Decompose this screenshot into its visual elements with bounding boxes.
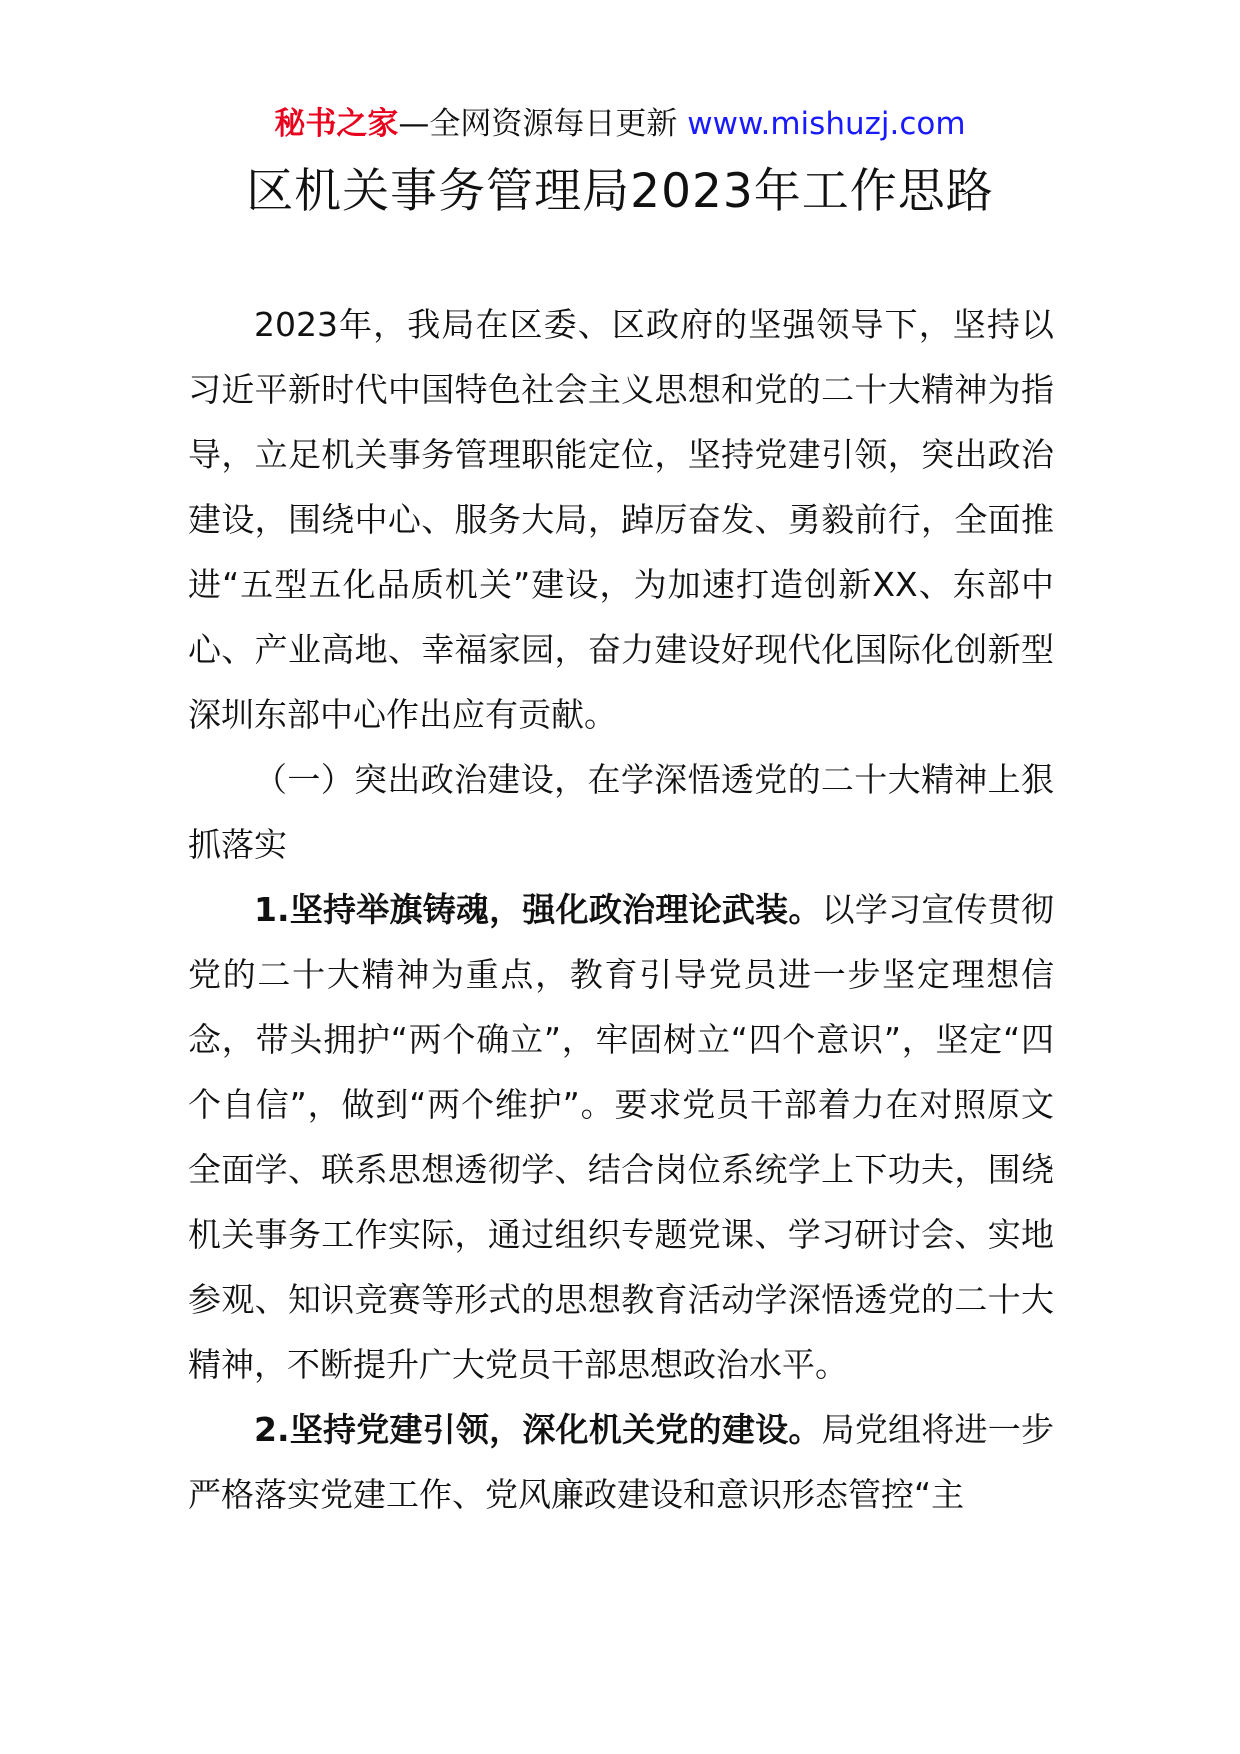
item-1-lead: 1.坚持举旗铸魂，强化政治理论武装。	[254, 890, 822, 929]
watermark-slogan: —全网资源每日更新	[398, 106, 678, 142]
document-title: 区机关事务管理局2023年工作思路	[246, 164, 994, 219]
item-1-body: 以学习宣传贯彻党的二十大精神为重点，教育引导党员进一步坚定理想信念，带头拥护“两个确立”，牢固树立“四个意识”，坚定“四个自信”，做到“两个维护”。要求党员干部着力在对照原文全面学、联系思想透彻学、结合岗位系统学上下功夫，围绕机关事务工作实际，通过组织专题党课、学习研讨会、实地参观、知识竞赛等形式的思想教育活动学深悟透党的二十大精神，不断提升广大党员干部思想政治水平。	[188, 890, 1055, 1384]
item-2-paragraph	[188, 1397, 1054, 1527]
document-body	[188, 292, 1054, 1527]
item-2-lead: 2.坚持党建引领，深化机关党的建设。	[254, 1410, 822, 1449]
section-heading: （一）突出政治建设，在学深悟透党的二十大精神上狠抓落实	[188, 760, 1054, 864]
item-1-paragraph	[188, 877, 1054, 1397]
watermark-url[interactable]: www.mishuzj.com	[687, 106, 966, 142]
watermark-brand: 秘书之家	[274, 106, 399, 142]
intro-paragraph: 2023年，我局在区委、区政府的坚强领导下，坚持以习近平新时代中国特色社会主义思想和党的二十大精神为指导，立足机关事务管理职能定位，坚持党建引领，突出政治建设，围绕中心、服务大局，踔厉奋发、勇毅前行，全面推进“五型五化品质机关”建设，为加速打造创新XX、东部中心、产业高地、幸福家园，奋力建设好现代化国际化创新型深圳东部中心作出应有贡献。	[188, 305, 1054, 734]
watermark-header	[0, 104, 1240, 144]
item-2-body: 局党组将进一步严格落实党建工作、党风廉政建设和意识形态管控“主	[188, 1410, 1055, 1514]
